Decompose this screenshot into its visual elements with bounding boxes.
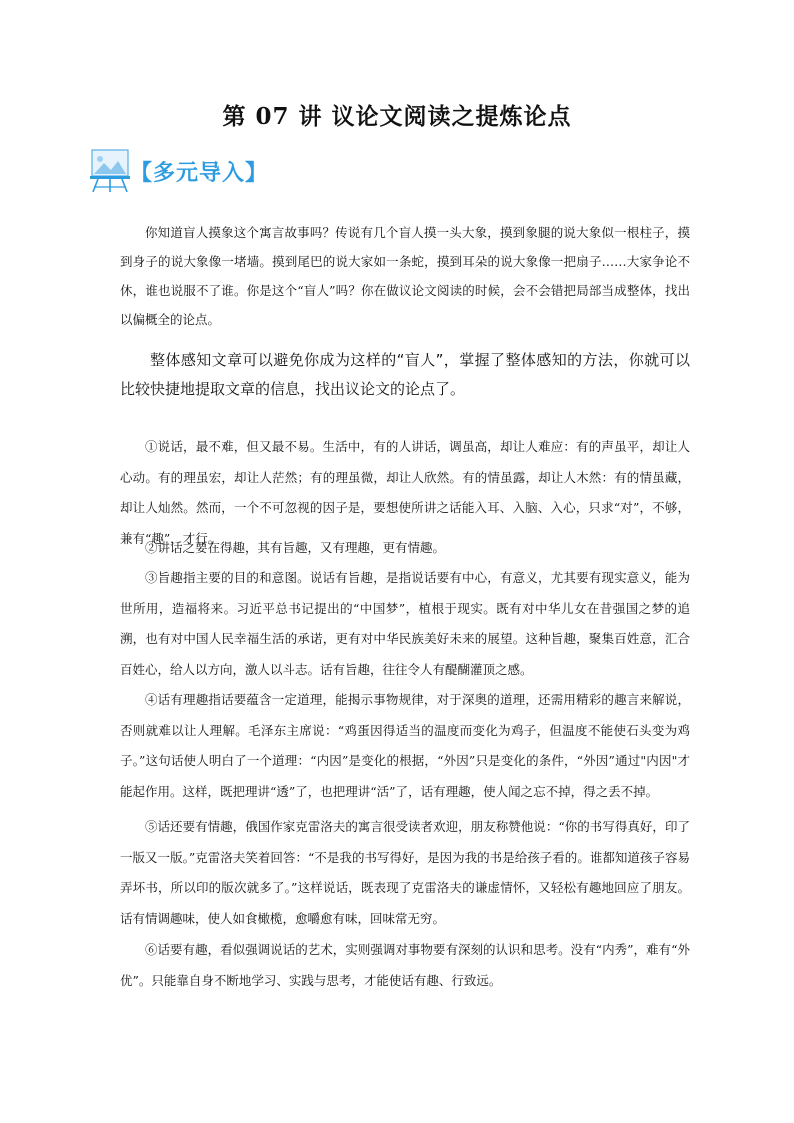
- section-header: [86, 146, 316, 196]
- page-title: 第 07 讲 议论文阅读之提炼论点: [222, 103, 572, 130]
- paragraph-4: ④话有理趣指话要蕴含一定道理，能揭示事物规律，对于深奥的道理，还需用精彩的趣言来解说，否则就难以让人理解。毛泽东主席说：“鸡蛋因得适当的温度而变化为鸡子，但温度不能使石头变为鸡子。”这句话使人明白了一个道理：“内因”是变化的根据，“外因”只是变化的条件，“外因”通过"内因"才能起作用。这样，既把理讲“透”了，也把理讲“活”了，话有理趣，使人闻之忘不掉，得之丢不掉。: [120, 692, 690, 799]
- paragraph-2: ②讲话之要在得趣，其有旨趣，又有理趣，更有情趣。: [145, 540, 446, 555]
- paragraph-6: ⑥话要有趣，看似强调说话的艺术，实则强调对事物要有深刻的认识和思考。没有“内秀”，难有“外优”。只能靠自身不断地学习、实践与思考，才能使话有趣、行致远。: [120, 942, 690, 988]
- paragraph-3: ③旨趣指主要的目的和意图。说话有旨趣，是指说话要有中心，有意义，尤其要有现实意义，能为世所用，造福将来。习近平总书记提出的“中国梦”，植根于现实。既有对中华儿女在昔强国之梦的追溯，也有对中国人民幸福生活的承诺，更有对中华民族美好未来的展望。这种旨趣，聚集百姓意，汇合百姓心，给人以方向，激人以斗志。话有旨趣，往往令人有醍醐灌顶之感。: [120, 570, 690, 677]
- paragraph-5: ⑤话还要有情趣，俄国作家克雷洛夫的寓言很受读者欢迎，朋友称赞他说：“你的书写得真好，印了一版又一版。”克雷洛夫笑着回答：“不是我的书写得好，是因为我的书是给孩子看的。谁都知道孩子容易弄坏书，所以印的版次就多了。”这样说话，既表现了克雷洛夫的谦虚情怀，又轻松有趣地回应了朋友。话有情调趣味，使人如食橄榄，愈嚼愈有味，回味常无穷。: [120, 819, 690, 926]
- section-label: 【多元导入】: [130, 161, 269, 186]
- intro-paragraph: 你知道盲人摸象这个寓言故事吗？传说有几个盲人摸一头大象，摸到象腿的说大象似一根柱子，摸到身子的说大象像一堵墙。摸到尾巴的说大家如一条蛇，摸到耳朵的说大象像一把扇子……大家争论不休，谁也说服不了谁。你是这个“盲人”吗？你在做议论文阅读的时候，会不会错把局部当成整体，找出以偏概全的论点。: [120, 225, 690, 327]
- lead-paragraph: 整体感知文章可以避免你成为这样的“盲人”，掌握了整体感知的方法，你就可以比较快捷地提取文章的信息，找出议论文的论点了。: [120, 351, 690, 398]
- paragraph-1: ①说话，最不难，但又最不易。生活中，有的人讲话，调虽高，却让人难应：有的声虽平，却让人心动。有的理虽宏，却让人茫然；有的理虽微，却让人欣然。有的情虽露，却让人木然：有的情虽藏，却让人灿然。然而，一个不可忽视的因子是，要想使所讲之话能入耳、入脑、入心，只求“对”，不够，兼有“趣”，才行。: [120, 439, 690, 546]
